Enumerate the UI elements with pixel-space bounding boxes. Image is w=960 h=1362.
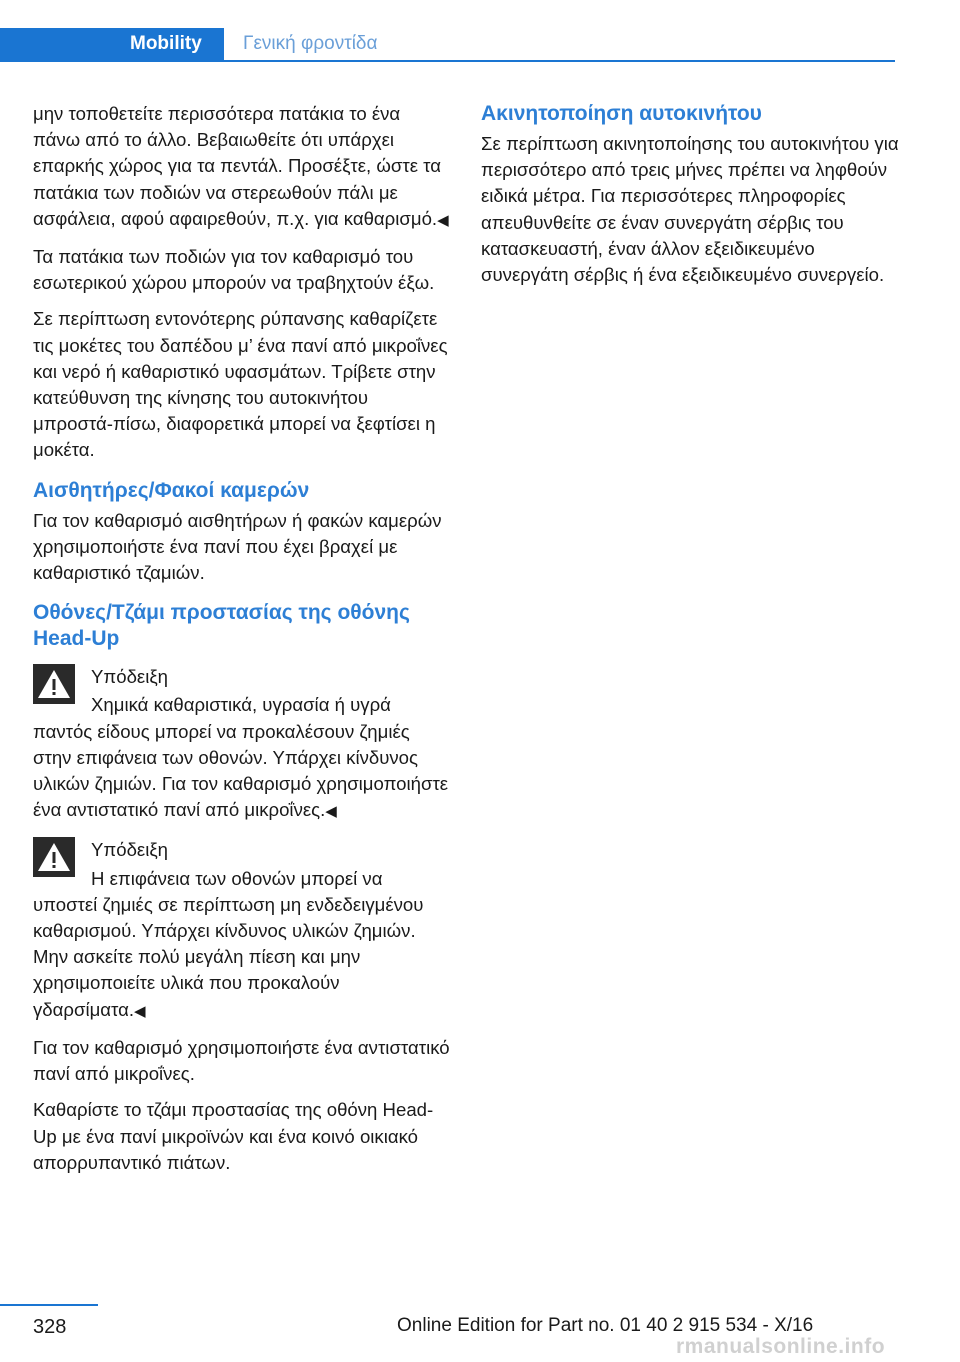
left-column (33, 101, 451, 1186)
edition-note: Online Edition for Part no. 01 40 2 915 534 - X/16 (397, 1315, 814, 1336)
heading-screens: Οθόνες/Τζάμι προστασίας της οθόνης Head-Up (33, 601, 410, 651)
page-number: 328 (33, 1316, 67, 1338)
right-column (481, 101, 901, 298)
end-mark: ◀ (325, 803, 337, 821)
warning-title: Υπόδειξη (91, 839, 169, 861)
page-header (0, 28, 895, 62)
tab-mobility[interactable]: Mobility (0, 28, 224, 62)
warning-block-chemicals (33, 664, 451, 825)
warning-text: Η επιφάνεια των οθονών μπορεί να υποστεί ζημιές σε περίπτωση μη ενδεδειγμένου καθαρισμού. Υπάρχει κίνδυνος υλικών ζημιών. Μην ασκείτε πολύ μεγάλη πίεση και μην χρησιμοποιείτε υλικά που προκαλούν γδαρσίματα.◀ (33, 867, 424, 1020)
paragraph-mats-removal: Τα πατάκια των ποδιών για τον καθαρισμό του εσωτερικού χώρου μπορούν να τραβηχτούν έξω. (33, 246, 435, 294)
end-mark: ◀ (134, 1002, 146, 1020)
warning-icon (33, 837, 75, 877)
paragraph-antistatic-cloth: Για τον καθαρισμό χρησιμοποιήστε ένα αντιστατικό πανί από μικροΐνες. (33, 1036, 450, 1085)
watermark: rmanualsonline.info (676, 1335, 886, 1358)
heading-sensors: Αισθητήρες/Φακοί καμερών (33, 478, 310, 502)
paragraph-headup-cleaning: Καθαρίστε το τζάμι προστασίας της οθόνη Head-Up με ένα πανί μικροϊνών και ένα κοινό οικιακό απορρυπαντικό πιάτων. (33, 1099, 434, 1173)
warning-text: Χημικά καθαριστικά, υγρασία ή υγρά παντός είδους μπορεί να προκαλέσουν ζημιές στην επιφάνεια των οθονών. Υπάρχει κίνδυνος υλικών ζημιών. Για τον καθαρισμό χρησιμοποιήστε ένα αντιστατικό πανί από μικροΐνες.◀ (33, 694, 449, 821)
footer-rule (0, 1304, 98, 1306)
paragraph-carpet-cleaning: Σε περίπτωση εντονότερης ρύπανσης καθαρίζετε τις μοκέτες του δαπέδου μ’ ένα πανί από μικροΐνες και νερό ή καθαριστικό υφασμάτων. Τρίβετε στην κατεύθυνση της κίνησης του αυτοκινήτου μπροστά-πίσω, διαφορετικά μπορεί να ξεφτίσει η μοκέτα. (33, 308, 448, 461)
paragraph-sensors: Για τον καθαρισμό αισθητήρων ή φακών καμερών χρησιμοποιήστε ένα πανί που έχει βραχεί με καθαριστικό τζαμιών. (33, 509, 442, 584)
heading-immobilization: Ακινητοποίηση αυτοκινήτου (481, 102, 762, 125)
warning-icon (33, 664, 75, 704)
end-mark: ◀ (437, 211, 449, 229)
paragraph-mats: μην τοποθετείτε περισσότερα πατάκια το ένα πάνω από το άλλο. Βεβαιωθείτε ότι υπάρχει επαρκής χώρος για τα πεντάλ. Προσέξτε, ώστε τα πατάκια των ποδιών να στερεωθούν πάλι με ασφάλεια, αφού αφαιρεθούν, π.χ. για καθαρισμό.◀ (33, 103, 449, 229)
warning-block-pressure (33, 837, 451, 1024)
paragraph-immobilization: Σε περίπτωση ακινητοποίησης του αυτοκινήτου για περισσότερο από τρεις μήνες πρέπει να ληφθούν ειδικά μέτρα. Για περισσότερες πληροφορίες απευθυνθείτε σε έναν συνεργάτη σέρβις του κατασκευαστή, έναν άλλον εξειδικευμένο συνεργάτη σέρβις ή ένα εξειδικευμένο συνεργείο. (481, 133, 899, 286)
tab-general-care[interactable]: Γενική φροντίδα (243, 33, 378, 54)
warning-title: Υπόδειξη (91, 666, 169, 688)
